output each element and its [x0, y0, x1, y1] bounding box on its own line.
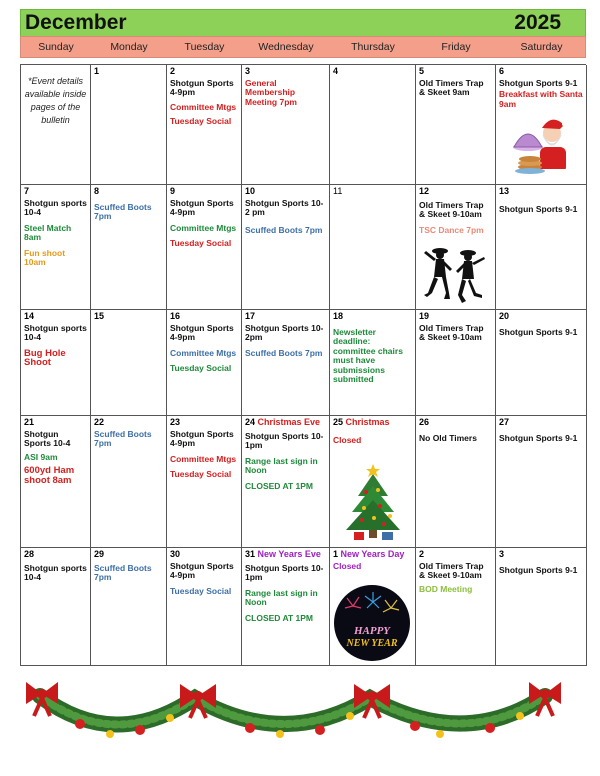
garland-icon [20, 672, 586, 772]
day-number: 31 [245, 549, 256, 559]
event-text: Steel Match 8am [24, 222, 72, 242]
event-text: Scuffed Boots 7pm [245, 347, 323, 358]
day-number: 30 [170, 549, 181, 559]
day-cell-13 [496, 185, 587, 310]
event-text: Fun shoot 10am [24, 247, 66, 267]
day-cell-10 [242, 185, 330, 310]
day-cell-8 [91, 185, 167, 310]
calendar-grid [20, 64, 586, 666]
weekday-friday: Friday [441, 41, 471, 53]
event-text: Shotgun Sports 10-4 [24, 428, 71, 448]
day-number: 7 [24, 186, 30, 196]
day-cell-27 [496, 416, 587, 548]
event-text: Closed [333, 434, 362, 445]
day-number: 2 [419, 549, 425, 559]
weekday-saturday: Saturday [520, 41, 563, 53]
day-header [333, 418, 412, 428]
day-number: 10 [245, 186, 256, 196]
event-text: Old Timers Trap & Skeet 9-10am [419, 322, 484, 342]
day-cell-17 [242, 310, 330, 416]
event-text: Shotgun Sports 4-9pm [170, 560, 234, 580]
event-text: 600yd Ham shoot 8am [24, 465, 75, 486]
day-cell-28 [21, 548, 91, 666]
day-number: 4 [333, 66, 339, 76]
day-cell-15 [91, 310, 167, 416]
day-number: 18 [333, 311, 344, 321]
day-number: 5 [419, 66, 425, 76]
day-number: 3 [499, 549, 505, 559]
event-text: Old Timers Trap & Skeet 9-10am [419, 199, 484, 219]
day-number: 9 [170, 186, 176, 196]
month-title: December [25, 11, 127, 34]
day-number: 24 [245, 417, 256, 427]
day-cell-22 [91, 416, 167, 548]
day-number: 3 [245, 66, 251, 76]
event-text: Scuffed Boots 7pm [94, 428, 152, 448]
jan-cell-3 [496, 548, 587, 666]
calendar-sheet [20, 9, 586, 666]
event-text: BOD Meeting [419, 583, 473, 594]
day-cell-20 [496, 310, 587, 416]
day-number: 1 [94, 66, 100, 76]
event-text: Tuesday Social [170, 116, 232, 126]
day-cell-23 [167, 416, 242, 548]
day-number: 11 [333, 186, 343, 196]
day-cell-9 [167, 185, 242, 310]
day-number: 2 [170, 66, 176, 76]
note-cell [21, 65, 91, 185]
event-text: Range last sign in Noon [245, 587, 318, 607]
event-text: Scuffed Boots 7pm [94, 201, 152, 221]
day-number: 8 [94, 186, 100, 196]
day-number: 25 [333, 417, 344, 427]
event-text: Shotgun Sports 4-9pm [170, 77, 234, 97]
day-cell-31 [242, 548, 330, 666]
day-cell-29 [91, 548, 167, 666]
day-cell-3 [242, 65, 330, 185]
event-text: Shotgun Sports 9-1 [499, 77, 578, 88]
day-number: 16 [170, 311, 181, 321]
event-text: Scuffed Boots 7pm [94, 562, 152, 582]
event-text: Shotgun sports 10-4 [24, 562, 87, 582]
event-text: Committee Mtgs [170, 347, 237, 358]
weekday-sunday: Sunday [38, 41, 74, 53]
day-cell-14 [21, 310, 91, 416]
line-dancers-icon [422, 243, 488, 307]
day-number: 1 [333, 549, 339, 559]
event-text: Bug Hole Shoot [24, 347, 66, 368]
title-bar [20, 9, 586, 36]
event-details-note: *Event details available inside pages of the bulletin [24, 76, 87, 125]
event-text: Old Timers Trap & Skeet 9-10am [419, 560, 484, 580]
event-text: Shotgun Sports 10-2 pm [245, 197, 324, 217]
event-text: Tuesday Social [170, 363, 232, 373]
day-cell-18 [330, 310, 416, 416]
day-number: 26 [419, 417, 430, 427]
holiday-label: New Years Eve [257, 549, 321, 559]
day-header [245, 550, 326, 560]
event-text: Tuesday Social [170, 469, 232, 479]
day-number: 12 [419, 186, 430, 196]
event-text: Range last sign in Noon [245, 455, 318, 475]
jan-cell-1 [330, 548, 416, 666]
event-text: Shotgun Sports 10-1pm [245, 430, 324, 450]
event-text: Shotgun Sports 9-1 [499, 326, 578, 337]
day-cell-30 [167, 548, 242, 666]
day-cell-1 [91, 65, 167, 185]
day-cell-11 [330, 185, 416, 310]
event-text: Committee Mtgs [170, 101, 237, 112]
event-text: Shotgun sports 10-4 [24, 322, 87, 342]
day-number: 19 [419, 311, 430, 321]
day-number: 21 [24, 417, 35, 427]
weekday-header [20, 36, 586, 58]
event-text: Shotgun Sports 10-2pm [245, 322, 324, 342]
weekday-wednesday: Wednesday [258, 41, 314, 53]
holiday-label: Christmas [345, 417, 390, 427]
day-number: 22 [94, 417, 105, 427]
happy-new-year-icon [333, 584, 411, 662]
day-cell-5 [416, 65, 496, 185]
event-text: Committee Mtgs [170, 222, 237, 233]
day-number: 20 [499, 311, 510, 321]
event-text: Shotgun Sports 9-1 [499, 564, 578, 575]
day-number: 29 [94, 549, 105, 559]
event-text: Old Timers Trap & Skeet 9am [419, 77, 484, 97]
day-number: 14 [24, 311, 35, 321]
event-text: Tuesday Social [170, 585, 232, 596]
year-title: 2025 [514, 11, 561, 34]
event-text: Shotgun Sports 4-9pm [170, 322, 234, 342]
event-text: Committee Mtgs [170, 453, 237, 464]
day-number: 17 [245, 311, 256, 321]
event-text: Shotgun Sports 9-1 [499, 432, 578, 443]
event-text: CLOSED AT 1PM [245, 480, 314, 491]
santa-icon [510, 113, 572, 179]
day-cell-4 [330, 65, 416, 185]
event-text: Shotgun Sports 9-1 [499, 203, 578, 214]
event-text: Breakfast with Santa 9am [499, 89, 583, 109]
day-cell-2 [167, 65, 242, 185]
weekday-tuesday: Tuesday [184, 41, 225, 53]
event-text: ASI 9am [24, 451, 58, 462]
day-number: 28 [24, 549, 35, 559]
event-text: Shotgun Sports 4-9pm [170, 197, 234, 217]
day-cell-26 [416, 416, 496, 548]
day-cell-19 [416, 310, 496, 416]
event-text: General Membership Meeting 7pm [245, 77, 297, 107]
day-header [333, 550, 412, 560]
event-text: No Old Timers [419, 432, 477, 443]
event-text: Shotgun sports 10-4 [24, 197, 87, 217]
event-text: Newsletter deadline: committee chairs must have submissions submitted [333, 326, 403, 384]
christmas-tree-icon [340, 462, 406, 544]
event-text: Tuesday Social [170, 238, 232, 248]
event-text: Closed [333, 560, 362, 571]
day-cell-7 [21, 185, 91, 310]
day-number: 6 [499, 66, 505, 76]
happy-text: HAPPY [353, 625, 391, 637]
event-text: CLOSED AT 1PM [245, 612, 314, 623]
new-year-text: NEW YEAR [346, 638, 398, 649]
day-header [245, 418, 326, 428]
jan-cell-2 [416, 548, 496, 666]
holiday-label: New Years Day [340, 549, 405, 559]
event-text: Shotgun Sports 4-9pm [170, 428, 234, 448]
day-cell-12 [416, 185, 496, 310]
weekday-thursday: Thursday [351, 41, 395, 53]
day-cell-24 [242, 416, 330, 548]
day-cell-6 [496, 65, 587, 185]
event-text: Shotgun Sports 10-1pm [245, 562, 324, 582]
day-number: 13 [499, 186, 510, 196]
day-number: 15 [94, 311, 105, 321]
weekday-monday: Monday [110, 41, 148, 53]
day-cell-25 [330, 416, 416, 548]
event-text: Scuffed Boots 7pm [245, 224, 323, 235]
event-text: TSC Dance 7pm [419, 224, 484, 235]
day-number: 23 [170, 417, 181, 427]
day-cell-21 [21, 416, 91, 548]
day-cell-16 [167, 310, 242, 416]
day-number: 27 [499, 417, 510, 427]
holiday-label: Christmas Eve [257, 417, 321, 427]
